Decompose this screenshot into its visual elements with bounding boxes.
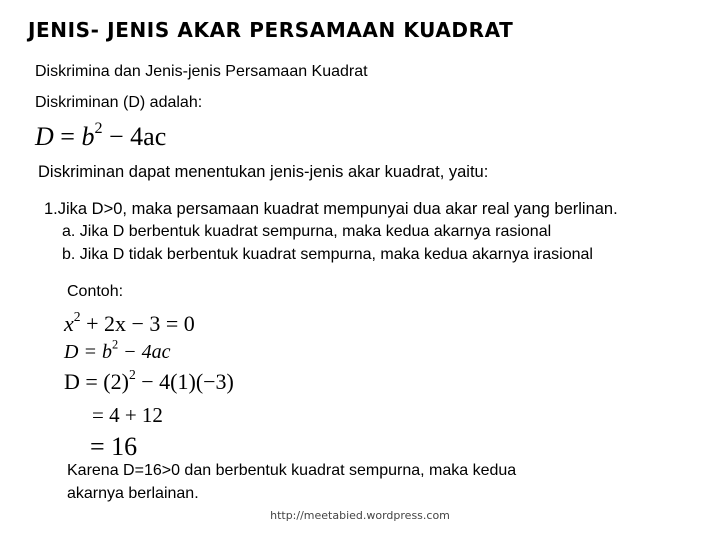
formula-rest: − 4ac xyxy=(109,122,167,151)
subtitle: Diskrimina dan Jenis-jenis Persamaan Kuadrat xyxy=(35,63,368,80)
rule-1b: b. Jika D tidak berbentuk kuadrat sempurna, maka kedua akarnya irasional xyxy=(62,246,593,263)
rule-1: 1.Jika D>0, maka persamaan kuadrat mempunyai dua akar real yang berlinan. xyxy=(44,200,618,218)
example-equation-1 xyxy=(64,308,195,336)
eq1-exponent: 2 xyxy=(73,308,81,324)
eq3-exponent: 2 xyxy=(128,366,136,382)
eq3-lhs: D = (2) xyxy=(64,369,129,394)
example-label: Contoh: xyxy=(67,283,124,300)
conclusion-line-2: akarnya berlainan. xyxy=(67,485,199,502)
discriminant-formula xyxy=(35,119,167,151)
example-equation-2 xyxy=(64,337,171,363)
footer-url: http://meetabied.wordpress.com xyxy=(270,509,450,522)
page-title: JENIS- JENIS AKAR PERSAMAAN KUADRAT xyxy=(28,18,514,42)
discriminant-determines: Diskriminan dapat menentukan jenis-jenis akar kuadrat, yaitu: xyxy=(38,163,489,181)
eq2-exponent: 2 xyxy=(111,337,119,352)
eq1-rest: + 2x − 3 = 0 xyxy=(80,311,195,336)
eq2-lhs: D = b xyxy=(64,341,112,363)
rule-1a: a. Jika D berbentuk kuadrat sempurna, maka kedua akarnya rasional xyxy=(62,223,552,240)
formula-equals: = xyxy=(60,122,75,151)
example-equation-3 xyxy=(64,366,234,394)
formula-exponent: 2 xyxy=(94,119,103,137)
example-equation-5: = 16 xyxy=(90,432,138,461)
formula-b: b xyxy=(81,122,95,151)
eq3-rest: − 4(1)(−3) xyxy=(135,369,234,394)
eq1-x: x xyxy=(64,311,74,336)
formula-d: D xyxy=(35,122,54,151)
example-equation-4: = 4 + 12 xyxy=(92,403,163,427)
discriminant-intro: Diskriminan (D) adalah: xyxy=(35,94,203,111)
eq2-rest: − 4ac xyxy=(118,341,171,363)
conclusion-line-1: Karena D=16>0 dan berbentuk kuadrat sempurna, maka kedua xyxy=(67,462,517,479)
